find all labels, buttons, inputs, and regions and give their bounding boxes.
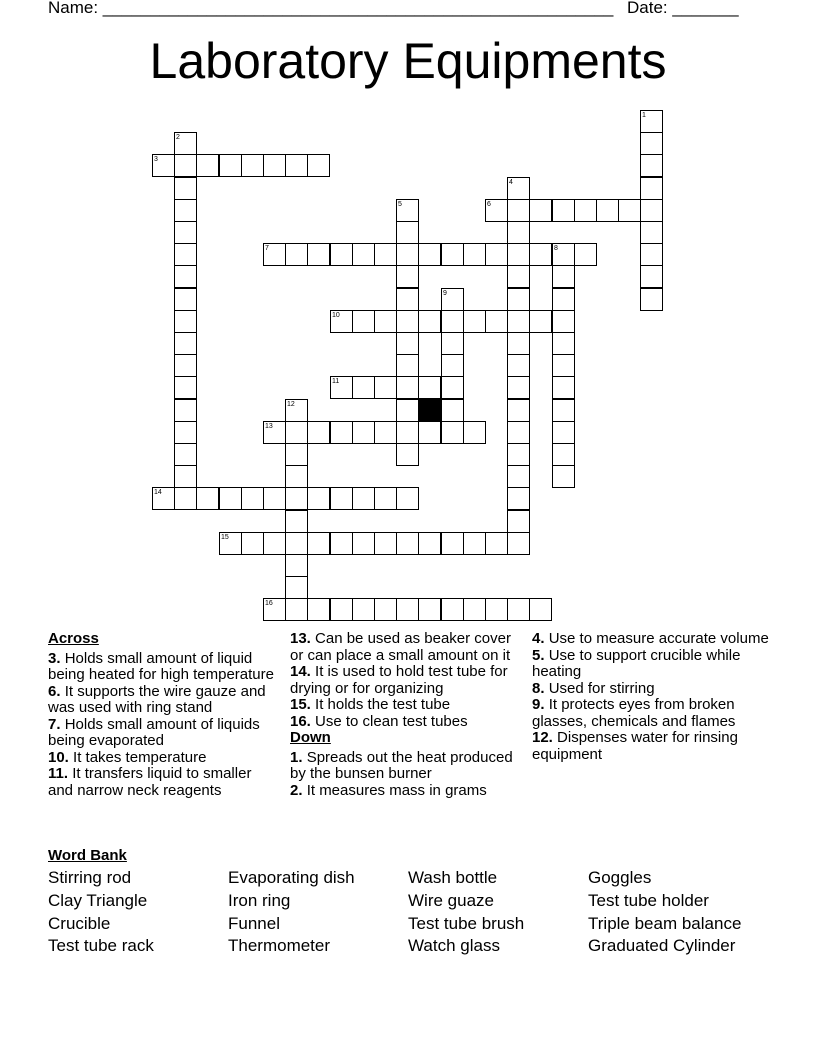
grid-cell[interactable] xyxy=(552,288,575,311)
grid-cell[interactable] xyxy=(396,332,419,355)
clue-number-13: 13 xyxy=(265,423,273,430)
word-bank-item: Clay Triangle xyxy=(48,891,148,910)
grid-cell[interactable] xyxy=(507,598,530,621)
clue-number-12: 12 xyxy=(287,401,295,408)
grid-cell[interactable] xyxy=(552,376,575,399)
clue-across-16: 16. Use to clean test tubes xyxy=(290,712,468,730)
grid-cell[interactable] xyxy=(285,532,308,555)
word-bank-item: Funnel xyxy=(228,914,280,933)
clue-down-9: 9. It protects eyes from broken glasses, chemicals and flames xyxy=(532,696,736,730)
date-field[interactable]: Date: _______ xyxy=(627,0,739,17)
word-bank-item: Test tube brush xyxy=(408,914,525,933)
grid-cell[interactable] xyxy=(418,243,441,266)
grid-cell[interactable] xyxy=(285,399,308,422)
grid-cell[interactable] xyxy=(529,199,552,222)
clue-down-12: 12. Dispenses water for rinsing equipment xyxy=(532,729,738,763)
clue-across-7: 7. Holds small amount of liquids being evaporated xyxy=(48,715,260,749)
grid-cell[interactable] xyxy=(219,487,242,510)
grid-cell[interactable] xyxy=(640,110,663,133)
grid-cell[interactable] xyxy=(507,332,530,355)
grid-cell[interactable] xyxy=(396,421,419,444)
clue-number-4: 4 xyxy=(509,179,513,186)
clue-down-4: 4. Use to measure accurate volume xyxy=(532,630,769,647)
grid-cell[interactable] xyxy=(174,443,197,466)
grid-cell[interactable] xyxy=(174,132,197,155)
grid-cell[interactable] xyxy=(174,487,197,510)
clue-down-8: 8. Used for stirring xyxy=(532,679,655,697)
grid-cell[interactable] xyxy=(552,443,575,466)
grid-cell[interactable] xyxy=(485,199,508,222)
grid-cell[interactable] xyxy=(418,421,441,444)
clue-number-10: 10 xyxy=(332,312,340,319)
word-bank-item: Test tube holder xyxy=(588,891,709,910)
clue-across-11: 11. It transfers liquid to smaller and narrow neck reagents xyxy=(48,765,252,799)
clue-number-7: 7 xyxy=(265,245,269,252)
grid-cell[interactable] xyxy=(396,354,419,377)
grid-cell[interactable] xyxy=(374,310,397,333)
grid-cell[interactable] xyxy=(330,598,353,621)
grid-cell[interactable] xyxy=(374,598,397,621)
grid-cell[interactable] xyxy=(396,310,419,333)
grid-cell[interactable] xyxy=(418,376,441,399)
clue-across-15: 15. It holds the test tube xyxy=(290,696,451,713)
grid-cell[interactable] xyxy=(507,510,530,533)
clue-number-16: 16 xyxy=(265,600,273,607)
grid-cell[interactable] xyxy=(174,332,197,355)
word-bank-item: Wash bottle xyxy=(408,868,498,887)
grid-cell[interactable] xyxy=(263,487,286,510)
grid-cell[interactable] xyxy=(507,221,530,244)
grid-cell[interactable] xyxy=(396,243,419,266)
grid-cell[interactable] xyxy=(507,532,530,555)
grid-cell[interactable] xyxy=(441,421,464,444)
grid-cell[interactable] xyxy=(507,265,530,288)
grid-cell[interactable] xyxy=(507,443,530,466)
word-bank-item: Iron ring xyxy=(228,891,291,910)
grid-cell[interactable] xyxy=(330,310,353,333)
grid-cell[interactable] xyxy=(396,487,419,510)
grid-cell[interactable] xyxy=(285,154,308,177)
grid-cell[interactable] xyxy=(174,243,197,266)
grid-cell[interactable] xyxy=(374,421,397,444)
clue-down-1: 1. Spreads out the heat produced by the bunsen burner xyxy=(290,748,513,782)
clue-number-5: 5 xyxy=(398,201,402,208)
grid-cell[interactable] xyxy=(285,487,308,510)
grid-cell[interactable] xyxy=(263,598,286,621)
grid-cell[interactable] xyxy=(441,332,464,355)
grid-cell[interactable] xyxy=(174,465,197,488)
grid-cell[interactable] xyxy=(507,177,530,200)
word-bank-item: Evaporating dish xyxy=(228,868,355,887)
grid-cell[interactable] xyxy=(507,310,530,333)
grid-cell[interactable] xyxy=(418,598,441,621)
grid-cell[interactable] xyxy=(441,532,464,555)
word-bank-item: Triple beam balance xyxy=(588,914,742,933)
grid-cell[interactable] xyxy=(640,265,663,288)
grid-cell[interactable] xyxy=(485,310,508,333)
grid-cell[interactable] xyxy=(640,221,663,244)
word-bank-item: Wire guaze xyxy=(408,891,494,910)
grid-cell[interactable] xyxy=(507,199,530,222)
clue-number-8: 8 xyxy=(554,245,558,252)
grid-cell[interactable] xyxy=(441,399,464,422)
grid-cell[interactable] xyxy=(263,532,286,555)
clue-down-2: 2. It measures mass in grams xyxy=(290,781,487,799)
grid-cell[interactable] xyxy=(552,465,575,488)
grid-cell[interactable] xyxy=(507,487,530,510)
grid-cell[interactable] xyxy=(196,487,219,510)
clue-down-5: 5. Use to support crucible while heating xyxy=(532,646,741,680)
grid-cell[interactable] xyxy=(596,199,619,222)
grid-cell[interactable] xyxy=(219,532,242,555)
grid-cell[interactable] xyxy=(396,376,419,399)
grid-cell[interactable] xyxy=(285,443,308,466)
grid-cell[interactable] xyxy=(307,154,330,177)
grid-cell[interactable] xyxy=(174,288,197,311)
grid-cell[interactable] xyxy=(307,421,330,444)
grid-cell[interactable] xyxy=(396,221,419,244)
grid-cell[interactable] xyxy=(463,243,486,266)
word-bank-item: Stirring rod xyxy=(48,868,132,887)
clue-number-6: 6 xyxy=(487,201,491,208)
word-bank-item: Graduated Cylinder xyxy=(588,936,736,955)
grid-cell[interactable] xyxy=(307,598,330,621)
grid-cell[interactable] xyxy=(507,376,530,399)
grid-cell[interactable] xyxy=(552,332,575,355)
grid-cell[interactable] xyxy=(352,243,375,266)
grid-cell[interactable] xyxy=(574,199,597,222)
grid-cell[interactable] xyxy=(241,532,264,555)
grid-cell[interactable] xyxy=(463,310,486,333)
word-bank-item: Thermometer xyxy=(228,936,331,955)
grid-cell[interactable] xyxy=(485,598,508,621)
grid-cell[interactable] xyxy=(330,532,353,555)
grid-cell[interactable] xyxy=(441,376,464,399)
clue-across-13: 13. Can be used as beaker cover or can place a small amount on it xyxy=(290,630,511,664)
grid-cell[interactable] xyxy=(352,310,375,333)
grid-cell[interactable] xyxy=(396,265,419,288)
clue-number-9: 9 xyxy=(443,290,447,297)
grid-cell[interactable] xyxy=(374,487,397,510)
grid-cell[interactable] xyxy=(485,532,508,555)
grid-cell[interactable] xyxy=(174,177,197,200)
grid-cell[interactable] xyxy=(352,532,375,555)
grid-cell[interactable] xyxy=(241,154,264,177)
grid-cell[interactable] xyxy=(441,598,464,621)
grid-cell[interactable] xyxy=(285,243,308,266)
grid-cell[interactable] xyxy=(574,243,597,266)
grid-cell[interactable] xyxy=(552,354,575,377)
grid-cell[interactable] xyxy=(352,487,375,510)
grid-cell[interactable] xyxy=(374,376,397,399)
grid-cell[interactable] xyxy=(507,465,530,488)
grid-cell[interactable] xyxy=(196,154,219,177)
grid-cell[interactable] xyxy=(441,243,464,266)
grid-cell[interactable] xyxy=(640,154,663,177)
grid-cell[interactable] xyxy=(307,487,330,510)
grid-cell[interactable] xyxy=(352,421,375,444)
across-heading: Across xyxy=(48,630,99,647)
grid-cell[interactable] xyxy=(463,532,486,555)
grid-cell[interactable] xyxy=(174,199,197,222)
grid-cell[interactable] xyxy=(463,598,486,621)
grid-cell[interactable] xyxy=(152,154,175,177)
grid-cell[interactable] xyxy=(618,199,641,222)
grid-cell[interactable] xyxy=(174,221,197,244)
page-title: Laboratory Equipments xyxy=(149,33,667,89)
grid-cell[interactable] xyxy=(174,265,197,288)
grid-cell[interactable] xyxy=(219,154,242,177)
grid-cell[interactable] xyxy=(507,399,530,422)
clues-column-2 xyxy=(290,631,525,799)
grid-cell[interactable] xyxy=(285,465,308,488)
grid-cell[interactable] xyxy=(263,154,286,177)
grid-cell[interactable] xyxy=(174,421,197,444)
grid-cell[interactable] xyxy=(552,265,575,288)
grid-cell[interactable] xyxy=(441,288,464,311)
clue-across-14: 14. It is used to hold test tube for drying or for organizing xyxy=(290,663,508,697)
grid-cell[interactable] xyxy=(330,487,353,510)
grid-cell[interactable] xyxy=(640,132,663,155)
grid-cell[interactable] xyxy=(352,376,375,399)
name-field[interactable]: Name: ______________________________________________________ xyxy=(48,0,614,17)
grid-cell[interactable] xyxy=(352,598,375,621)
grid-cell[interactable] xyxy=(507,421,530,444)
clue-number-15: 15 xyxy=(221,534,229,541)
grid-cell[interactable] xyxy=(396,443,419,466)
down-heading: Down xyxy=(290,729,331,746)
clue-across-10: 10. It takes temperature xyxy=(48,748,207,766)
grid-cell[interactable] xyxy=(152,487,175,510)
grid-cell[interactable] xyxy=(307,532,330,555)
grid-cell[interactable] xyxy=(529,243,552,266)
word-bank-item: Test tube rack xyxy=(48,936,154,955)
grid-cell[interactable] xyxy=(174,376,197,399)
clues-column-3 xyxy=(532,631,772,763)
grid-cell[interactable] xyxy=(241,487,264,510)
grid-cell[interactable] xyxy=(285,554,308,577)
grid-cell[interactable] xyxy=(174,310,197,333)
clue-across-3: 3. Holds small amount of liquid being heated for high temperature xyxy=(48,649,274,683)
grid-cell[interactable] xyxy=(174,354,197,377)
grid-cell[interactable] xyxy=(485,243,508,266)
grid-cell[interactable] xyxy=(418,310,441,333)
clue-number-14: 14 xyxy=(154,489,162,496)
grid-cell[interactable] xyxy=(507,288,530,311)
grid-cell[interactable] xyxy=(396,199,419,222)
grid-cell[interactable] xyxy=(330,376,353,399)
grid-cell[interactable] xyxy=(640,243,663,266)
grid-cell[interactable] xyxy=(263,421,286,444)
grid-cell[interactable] xyxy=(640,288,663,311)
grid-cell[interactable] xyxy=(396,399,419,422)
grid-cell[interactable] xyxy=(441,310,464,333)
grid-cell[interactable] xyxy=(640,199,663,222)
grid-cell[interactable] xyxy=(174,154,197,177)
grid-cell[interactable] xyxy=(552,243,575,266)
grid-cell[interactable] xyxy=(396,288,419,311)
grid-cell[interactable] xyxy=(263,243,286,266)
grid-cell[interactable] xyxy=(552,421,575,444)
grid-cell[interactable] xyxy=(418,532,441,555)
word-bank-item: Goggles xyxy=(588,868,652,887)
grid-cell[interactable] xyxy=(374,532,397,555)
grid-cell[interactable] xyxy=(552,310,575,333)
grid-cell[interactable] xyxy=(552,199,575,222)
grid-cell[interactable] xyxy=(285,576,308,599)
word-bank-item: Watch glass xyxy=(408,936,500,955)
black-cell xyxy=(418,399,441,422)
word-bank-item: Crucible xyxy=(48,914,111,933)
grid-cell[interactable] xyxy=(529,598,552,621)
grid-cell[interactable] xyxy=(463,421,486,444)
grid-cell[interactable] xyxy=(507,354,530,377)
clue-number-2: 2 xyxy=(176,134,180,141)
clue-number-1: 1 xyxy=(642,112,646,119)
grid-cell[interactable] xyxy=(174,399,197,422)
clue-across-6: 6. It supports the wire gauze and was used with ring stand xyxy=(48,682,266,716)
grid-cell[interactable] xyxy=(552,399,575,422)
grid-cell[interactable] xyxy=(441,354,464,377)
grid-cell[interactable] xyxy=(396,598,419,621)
clue-number-3: 3 xyxy=(154,156,158,163)
grid-cell[interactable] xyxy=(330,243,353,266)
grid-cell[interactable] xyxy=(307,243,330,266)
word-bank-heading: Word Bank xyxy=(48,847,127,864)
grid-cell[interactable] xyxy=(374,243,397,266)
grid-cell[interactable] xyxy=(285,421,308,444)
grid-cell[interactable] xyxy=(285,510,308,533)
grid-cell[interactable] xyxy=(330,421,353,444)
clues-column-1 xyxy=(48,631,280,799)
grid-cell[interactable] xyxy=(285,598,308,621)
grid-cell[interactable] xyxy=(529,310,552,333)
grid-cell[interactable] xyxy=(396,532,419,555)
clue-number-11: 11 xyxy=(332,378,340,385)
grid-cell[interactable] xyxy=(507,243,530,266)
grid-cell[interactable] xyxy=(640,177,663,200)
